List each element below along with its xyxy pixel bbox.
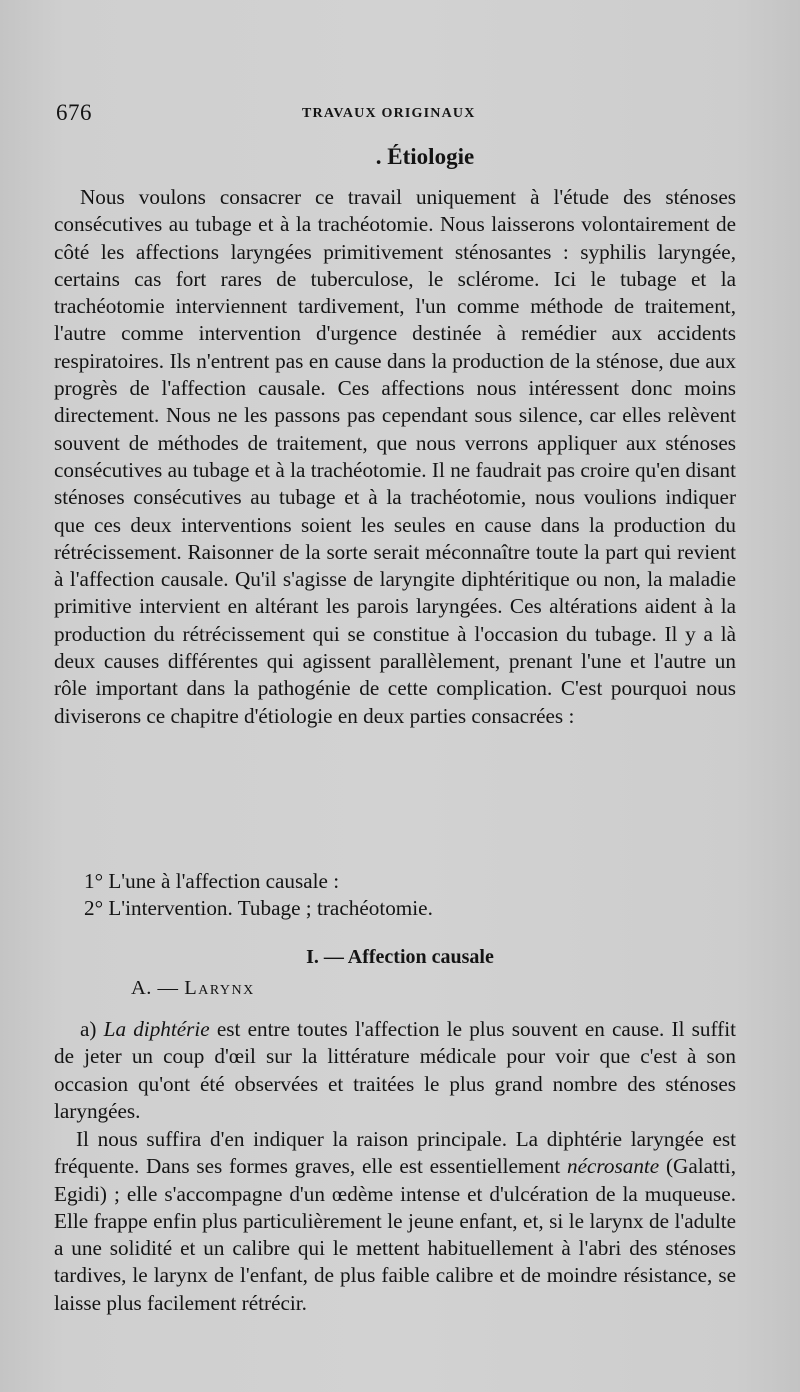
subsubsection-label: Larynx [184,977,255,999]
paragraph-text: Nous voulons consacrer ce travail uniquement à l'étude des sténoses consécutives au tubage et à la trachéotomie. Nous laisserons volontairement de côté les affections laryngées primitivement sténosantes : syphilis laryngée, certains cas fort rares de tuberculose, le sclérome. Ici le tubage et la trachéotomie interviennent tardivement, l'un comme méthode de traitement, l'autre comme intervention d'urgence destinée à remédier aux accidents respiratoires. Ils n'entrent pas en cause dans la production de la sténose, due aux progrès de l'affection causale. Ces affections nous intéressent donc moins directement. Nous ne les passons pas cependant sous silence, car elles relèvent souvent de méthodes de traitement, que nous verrons appliquer aux sténoses consécutives au tubage et à la trachéotomie. Il ne faudrait pas croire qu'en disant sténoses consécutives au tubage et à la trachéotomie, nous voulions indiquer que ces deux interventions soient les seules en cause dans la production du rétrécissement. Raisonner de la sorte serait méconnaître toute la part qui revient à l'affection causale. Qu'il s'agisse de laryngite diphtéritique ou non, la maladie primitive intervient en altérant les parois laryngées. Ces altérations aident à la production du rétrécissement qui se constitue à l'occasion du tubage. Il y a là deux causes différentes qui agissent parallèlement, prenant l'une et l'autre un rôle important dans la pathogénie de cette complication. C'est pourquoi nous diviserons ce chapitre d'étiologie en deux parties consacrées : [54,185,736,728]
paragraph-text: (Galatti, Egidi) ; elle s'accompagne d'un œdème intense et d'ulcération de la muqueuse. Elle frappe enfin plus particulièrement le jeune enfant, et, si le larynx de l'adulte a une solidité et un calibre qui le mettent habituellement à l'abri des sténoses tardives, le larynx de l'enfant, de plus faible calibre et de moindre résistance, se laisse plus facilement rétrécir. [54,1154,736,1315]
paragraph-lead-italic: La diphtérie [103,1017,210,1041]
subsection-title: I. — Affection causale [306,946,494,968]
paragraph-lead: a) [80,1017,104,1041]
paragraph-italic: nécrosante [567,1154,660,1179]
paragraph-text: est entre toutes l'affection le plus souvent en cause. Il suffit de jeter un coup d'œil sur la littérature médicale pour voir que c'est à son occasion qu'ont été observées et traitées le plus grand nombre des sténoses laryngées. [54,1017,736,1123]
paragraph-diphtheria [54,1016,736,1125]
list-item: 2° L'intervention. Tubage ; trachéotomie. [84,896,433,920]
paragraph-text: Il nous suffira d'en indiquer la raison principale. La diphtérie laryngée est fréquente. Dans ses formes graves, elle est essentiellement [54,1127,736,1179]
running-head: TRAVAUX ORIGINAUX [302,106,476,121]
section-title: . Étiologie [375,144,475,169]
page-number: 676 [56,100,92,125]
subsubsection-title [131,977,255,1000]
paragraph-intro [54,184,736,730]
paragraph-reason [54,1126,736,1317]
subsubsection-prefix: A. — [131,977,185,999]
list-item: 1° L'une à l'affection causale : [84,869,340,893]
page-header [56,100,746,130]
